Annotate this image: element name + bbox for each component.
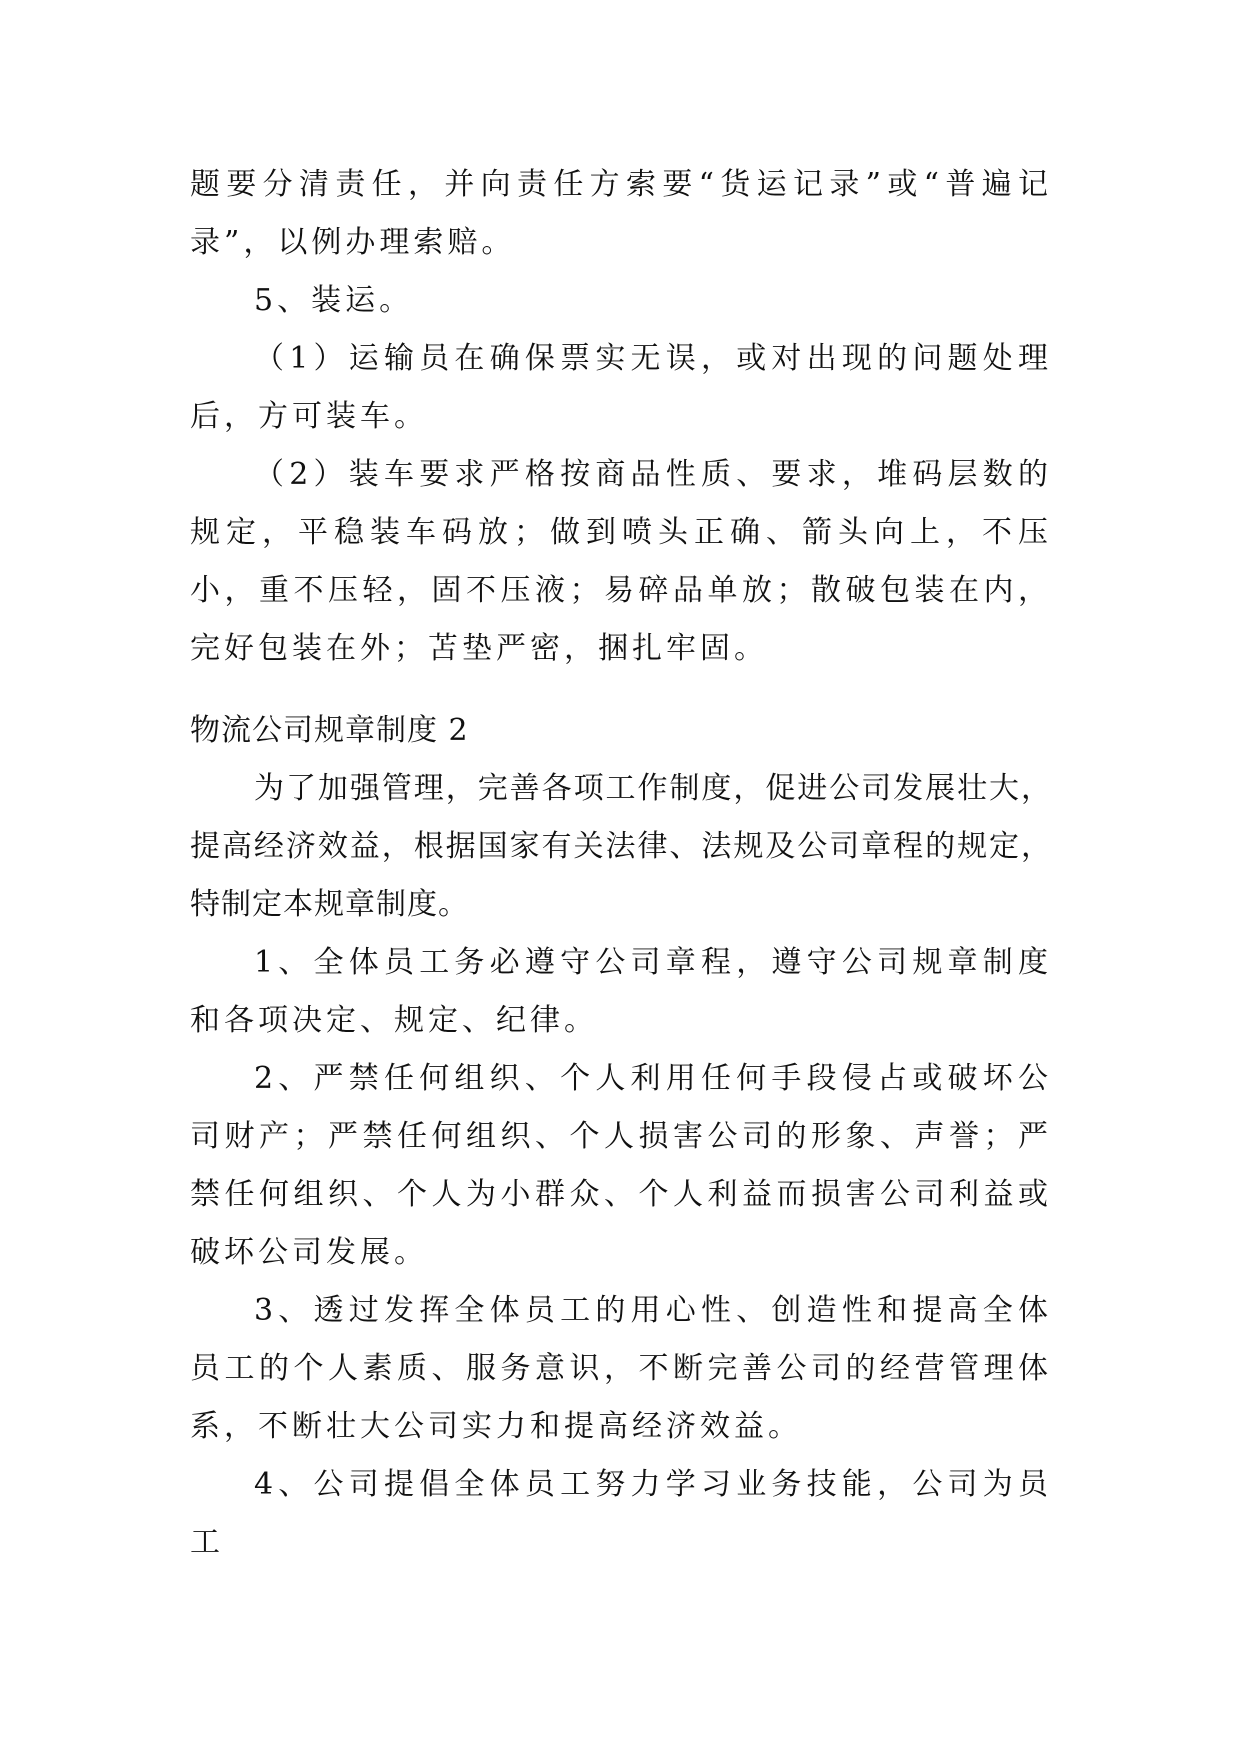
section-intro-paragraph: 为了加强管理，完善各项工作制度，促进公司发展壮大，提高经济效益，根据国家有关法律、法规及公司章程的规定，特制定本规章制度。 bbox=[190, 771, 1052, 922]
paragraph-rule-4: 4、公司提倡全体员工努力学习业务技能，公司为员工 bbox=[190, 1467, 1052, 1560]
paragraph-item-5-1: （1）运输员在确保票实无误，或对出现的问题处理后，方可装车。 bbox=[190, 341, 1052, 434]
section-title: 物流公司规章制度 2 bbox=[190, 713, 469, 748]
paragraph-continued: 题要分清责任，并向责任方索要“货运记录”或“普遍记录”，以例办理索赔。 bbox=[190, 167, 1052, 260]
paragraph-rule-1: 1、全体员工务必遵守公司章程，遵守公司规章制度和各项决定、规定、纪律。 bbox=[190, 945, 1052, 1038]
paragraph-item-5-2: （2）装车要求严格按商品性质、要求，堆码层数的规定，平稳装车码放；做到喷头正确、箭头向上，不压小，重不压轻，固不压液；易碎品单放；散破包装在内，完好包装在外；苫垫严密，捆扎牢固。 bbox=[190, 457, 1052, 666]
paragraph-rule-3: 3、透过发挥全体员工的用心性、创造性和提高全体员工的个人素质、服务意识，不断完善公司的经营管理体系，不断壮大公司实力和提高经济效益。 bbox=[190, 1293, 1052, 1444]
document-body bbox=[190, 156, 1052, 1572]
paragraph-item-5: 5、装运。 bbox=[254, 283, 414, 318]
paragraph-rule-2: 2、严禁任何组织、个人利用任何手段侵占或破坏公司财产；严禁任何组织、个人损害公司的形象、声誉；严禁任何组织、个人为小群众、个人利益而损害公司利益或破坏公司发展。 bbox=[190, 1061, 1052, 1270]
